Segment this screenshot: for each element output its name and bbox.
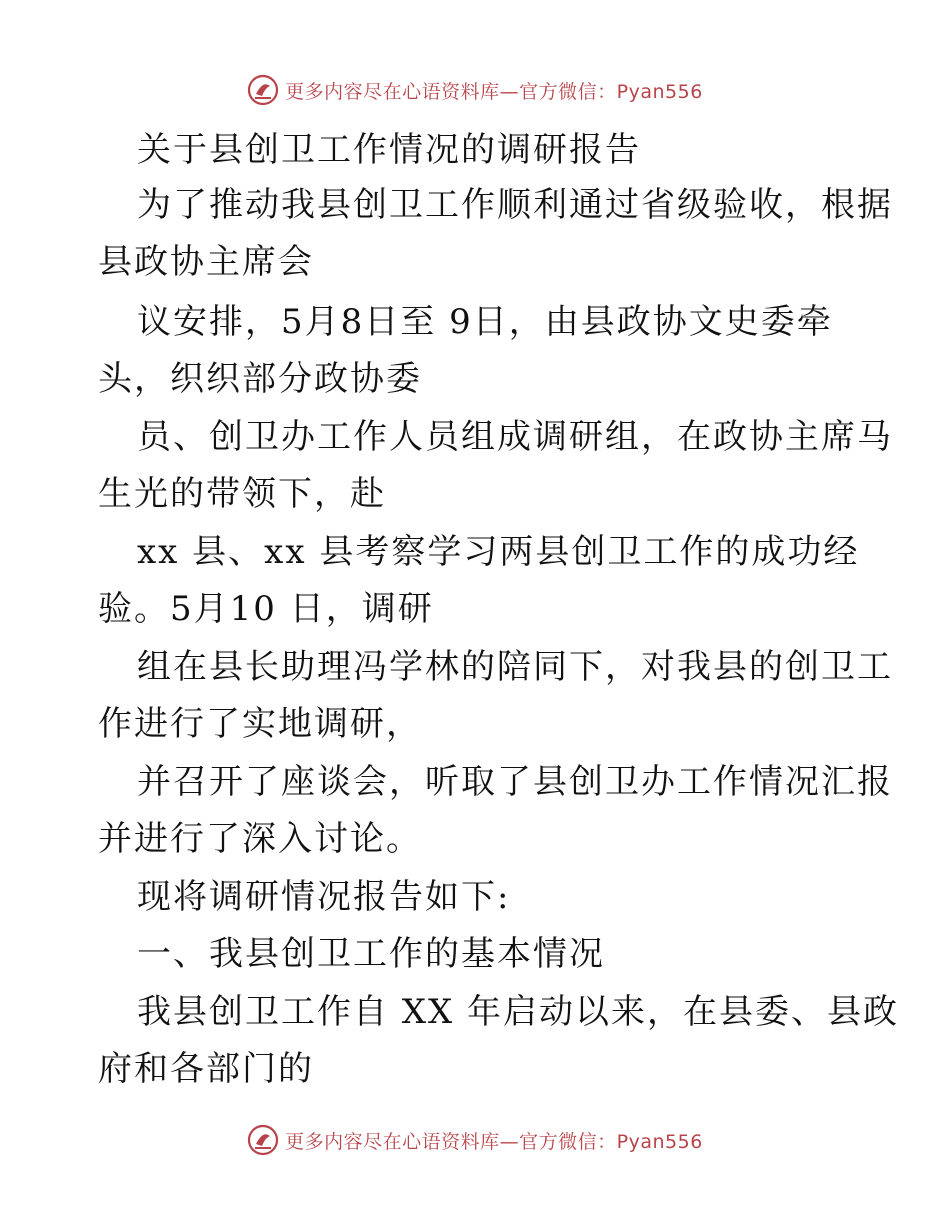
footer-banner	[0, 1120, 950, 1160]
paragraph-line: 县政协主席会	[98, 242, 314, 282]
header-banner-text: 更多内容尽在心语资料库—官方微信：Pyan556	[285, 80, 703, 103]
footer-banner-text: 更多内容尽在心语资料库—官方微信：Pyan556	[285, 1130, 703, 1153]
paragraph-line: 作进行了实地调研，	[98, 704, 422, 744]
paragraph-line: 员、创卫办工作人员组成调研组，在政协主席马	[137, 417, 893, 457]
paragraph-line: 现将调研情况报告如下:	[137, 877, 511, 917]
header-banner	[0, 70, 950, 110]
paragraph-line: 为了推动我县创卫工作顺利通过省级验收，根据	[137, 185, 893, 225]
paragraph-line: 并召开了座谈会，听取了县创卫办工作情况汇报	[137, 762, 893, 802]
paragraph-line: 验。5月10 日，调研	[98, 589, 434, 629]
paragraph-line: 议安排，5月8日至 9日，由县政协文史委牵	[137, 302, 833, 342]
document-title: 关于县创卫工作情况的调研报告	[137, 130, 641, 170]
paragraph-line: 府和各部门的	[98, 1049, 314, 1089]
stamp-logo-icon	[247, 1124, 279, 1156]
header-banner-inner	[247, 74, 703, 106]
footer-banner-inner	[247, 1124, 703, 1156]
paragraph-line: 头，织织部分政协委	[98, 359, 422, 399]
paragraph-line: 并进行了深入讨论。	[98, 819, 422, 859]
stamp-logo-icon	[247, 74, 279, 106]
paragraph-line: 我县创卫工作自 XX 年启动以来，在县委、县政	[137, 992, 900, 1032]
paragraph-line: 生光的带领下，赴	[98, 474, 386, 514]
paragraph-line: 组在县长助理冯学林的陪同下，对我县的创卫工	[137, 647, 893, 687]
paragraph-line: xx 县、xx 县考察学习两县创卫工作的成功经	[137, 532, 860, 572]
section-heading: 一、我县创卫工作的基本情况	[137, 934, 605, 974]
